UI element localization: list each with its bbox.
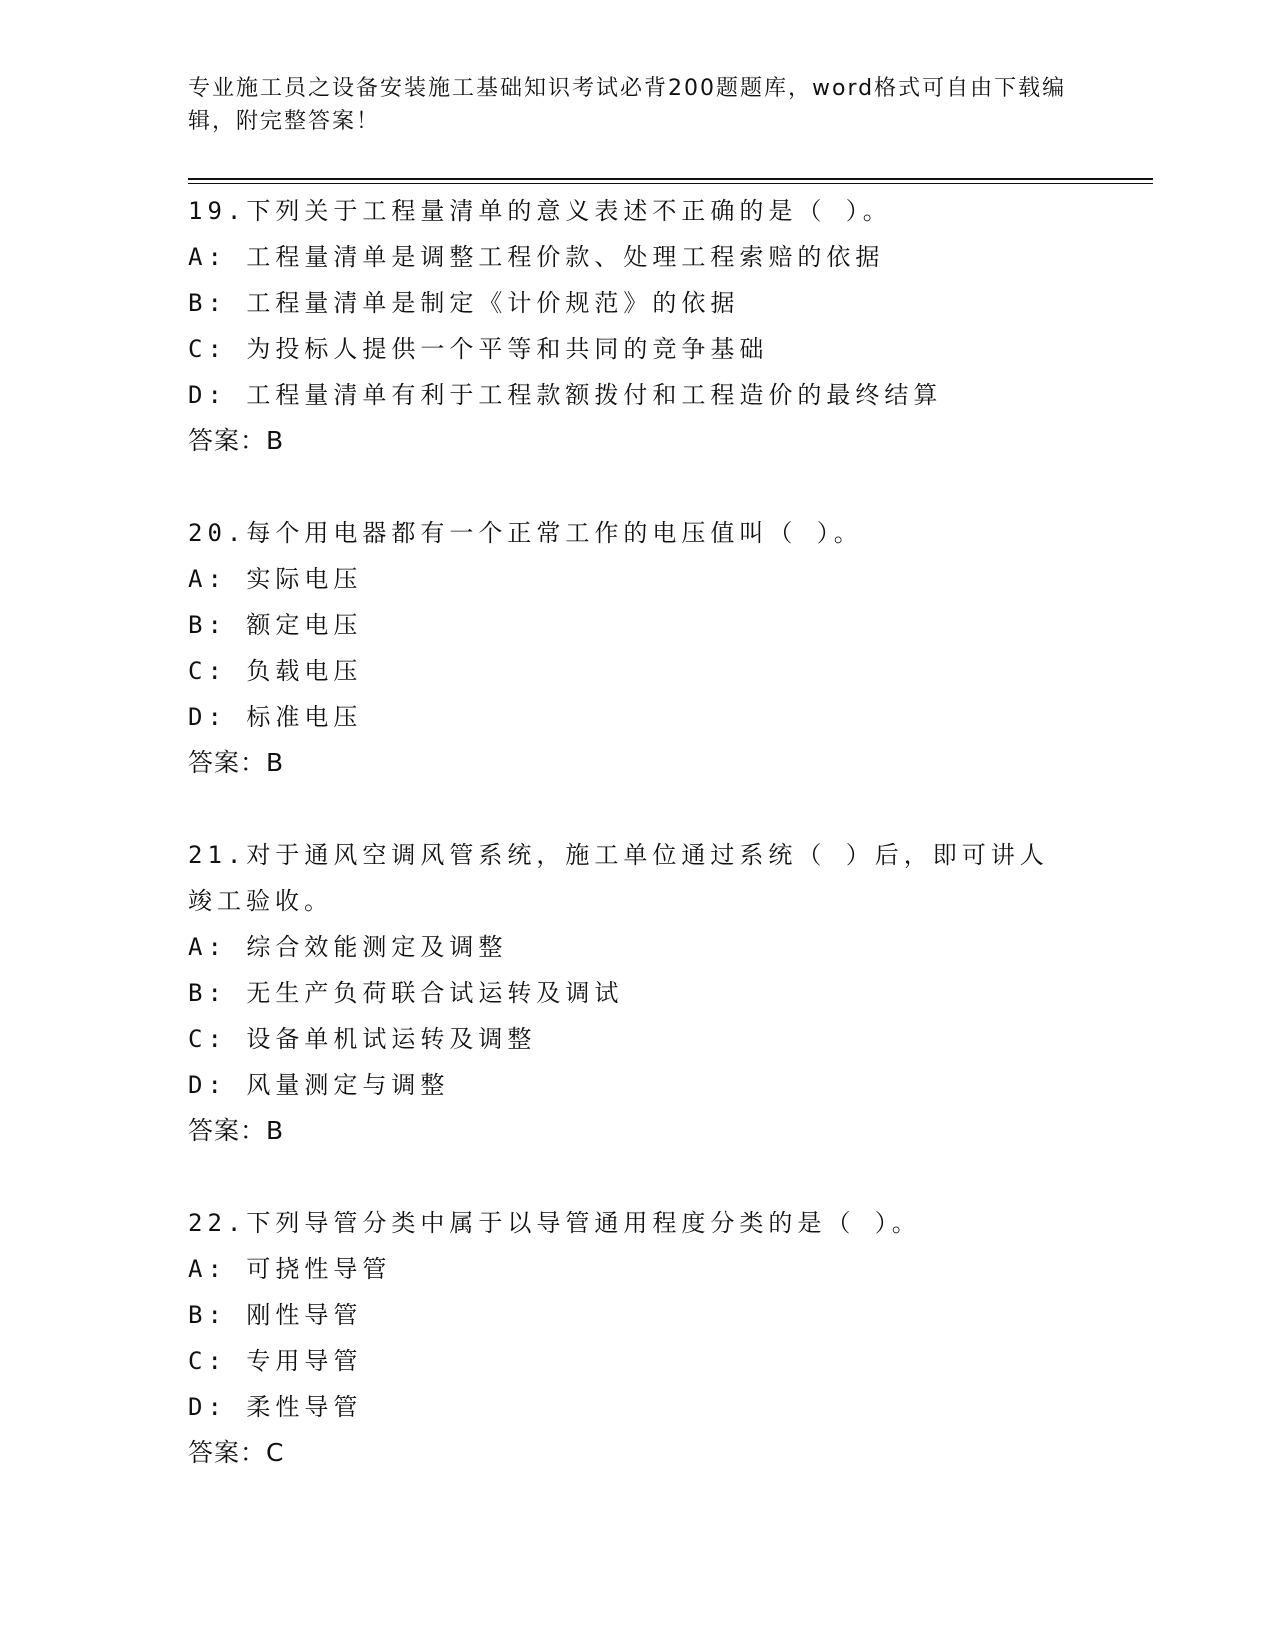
- answer-label: 答案：B: [188, 1116, 285, 1145]
- option-b: B: 额定电压: [188, 611, 363, 639]
- question-list: [188, 188, 1068, 1522]
- document-header: 专业施工员之设备安装施工基础知识考试必背200题题库，word格式可自由下载编辑，附完整答案！: [188, 76, 1067, 134]
- option-d: D: 标准电压: [188, 703, 363, 731]
- option-a: A: 综合效能测定及调整: [188, 933, 508, 961]
- question-stem: 19.下列关于工程量清单的意义表述不正确的是（ ）。: [188, 197, 892, 225]
- option-c: C: 为投标人提供一个平等和共同的竞争基础: [188, 335, 769, 363]
- option-b: B: 工程量清单是制定《计价规范》的依据: [188, 289, 740, 317]
- answer-label: 答案：B: [188, 426, 285, 455]
- question-stem: 21.对于通风空调风管系统，施工单位通过系统（ ）后，即可讲人竣工验收。: [188, 841, 1049, 915]
- question-stem: 22.下列导管分类中属于以导管通用程度分类的是（ ）。: [188, 1209, 921, 1237]
- header-divider-thin: [188, 183, 1153, 184]
- answer-label: 答案：B: [188, 748, 285, 777]
- question-stem: 20.每个用电器都有一个正常工作的电压值叫（ ）。: [188, 519, 863, 547]
- question-20: [188, 510, 1068, 786]
- option-d: D: 工程量清单有利于工程款额拨付和工程造价的最终结算: [188, 381, 943, 409]
- option-a: A: 可挠性导管: [188, 1255, 392, 1283]
- answer-label: 答案：C: [188, 1438, 285, 1467]
- option-c: C: 负载电压: [188, 657, 363, 685]
- option-b: B: 刚性导管: [188, 1301, 363, 1329]
- option-d: D: 柔性导管: [188, 1393, 363, 1421]
- option-c: C: 专用导管: [188, 1347, 363, 1375]
- option-d: D: 风量测定与调整: [188, 1071, 450, 1099]
- question-22: [188, 1200, 1068, 1476]
- option-c: C: 设备单机试运转及调整: [188, 1025, 537, 1053]
- option-a: A: 工程量清单是调整工程价款、处理工程索赔的依据: [188, 243, 885, 271]
- header-divider-thick: [188, 178, 1153, 180]
- question-19: [188, 188, 1068, 464]
- option-a: A: 实际电压: [188, 565, 363, 593]
- question-21: [188, 832, 1068, 1154]
- option-b: B: 无生产负荷联合试运转及调试: [188, 979, 624, 1007]
